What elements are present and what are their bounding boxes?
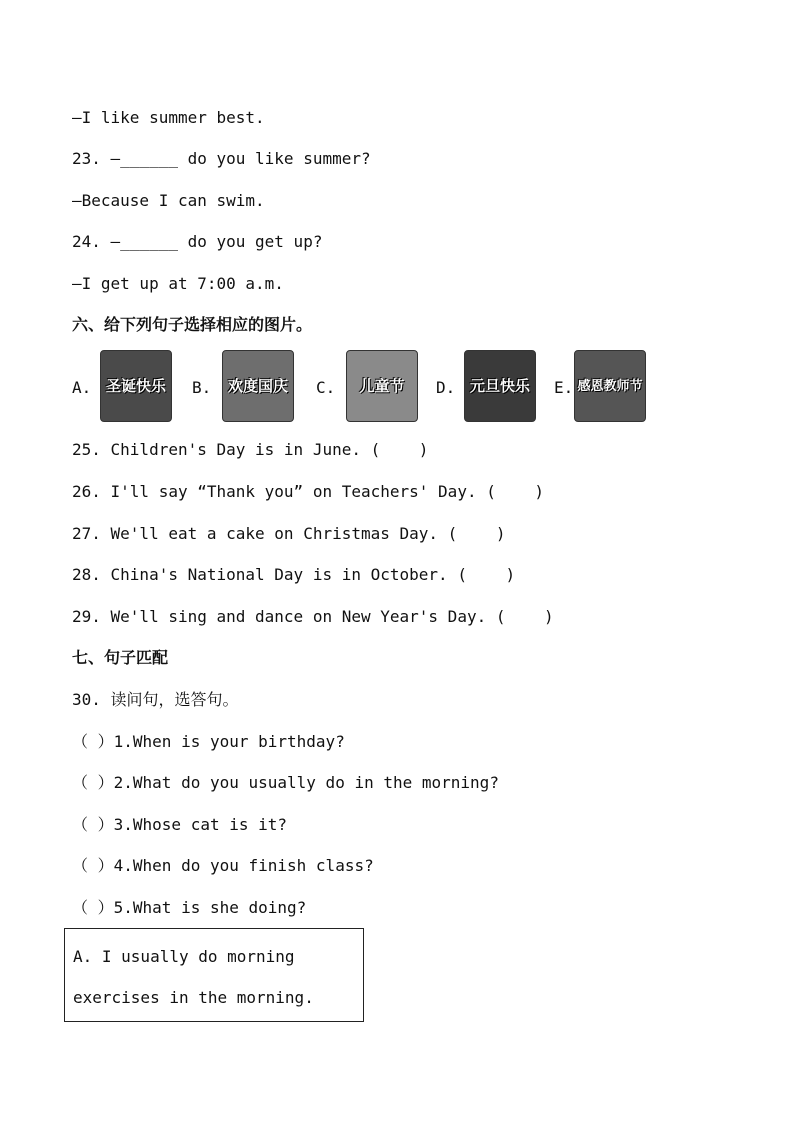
match-question-3: （ ）3.Whose cat is it? [72, 815, 288, 834]
question-23: 23. —______ do you like summer? [72, 149, 371, 168]
answer-option-box [64, 928, 364, 1022]
picture-caption: 儿童节 [359, 377, 405, 395]
childrens-day-picture [346, 350, 418, 422]
match-question-5: （ ）5.What is she doing? [72, 898, 307, 917]
picture-caption: 元旦快乐 [469, 377, 530, 395]
new-year-picture [464, 350, 536, 422]
answer-option-a-line-2: exercises in the morning. [73, 988, 314, 1007]
item-29: 29. We'll sing and dance on New Year's Day. ( ) [72, 607, 554, 626]
picture-options [72, 350, 732, 424]
answer-option-a-line-1: A. I usually do morning [73, 947, 295, 966]
picture-label: D. [436, 378, 456, 397]
item-27: 27. We'll eat a cake on Christmas Day. ( ) [72, 524, 506, 543]
picture-caption: 欢度国庆 [227, 377, 288, 395]
picture-label: A. [72, 378, 92, 397]
answer-line-getup: —I get up at 7:00 a.m. [72, 274, 284, 293]
question-24: 24. —______ do you get up? [72, 232, 323, 251]
picture-label: E. [554, 378, 574, 397]
christmas-picture [100, 350, 172, 422]
item-28: 28. China's National Day is in October. ( ) [72, 565, 516, 584]
section-6-heading: 六、给下列句子选择相应的图片。 [72, 315, 313, 334]
picture-label: B. [192, 378, 212, 397]
question-30: 30. 读问句，选答句。 [72, 690, 239, 709]
match-question-4: （ ）4.When do you finish class? [72, 856, 374, 875]
answer-line-swim: —Because I can swim. [72, 191, 265, 210]
item-26: 26. I'll say “Thank you” on Teachers' Day. ( ) [72, 482, 545, 501]
item-25: 25. Children's Day is in June. ( ) [72, 440, 429, 459]
section-7-heading: 七、句子匹配 [72, 648, 169, 667]
national-day-picture [222, 350, 294, 422]
answer-line-summer: —I like summer best. [72, 108, 265, 127]
picture-caption: 感恩教师节 [577, 379, 643, 394]
match-question-1: （ ）1.When is your birthday? [72, 732, 345, 751]
picture-label: C. [316, 378, 336, 397]
match-question-2: （ ）2.What do you usually do in the morning? [72, 773, 499, 792]
picture-caption: 圣诞快乐 [105, 377, 166, 395]
teachers-day-picture [574, 350, 646, 422]
